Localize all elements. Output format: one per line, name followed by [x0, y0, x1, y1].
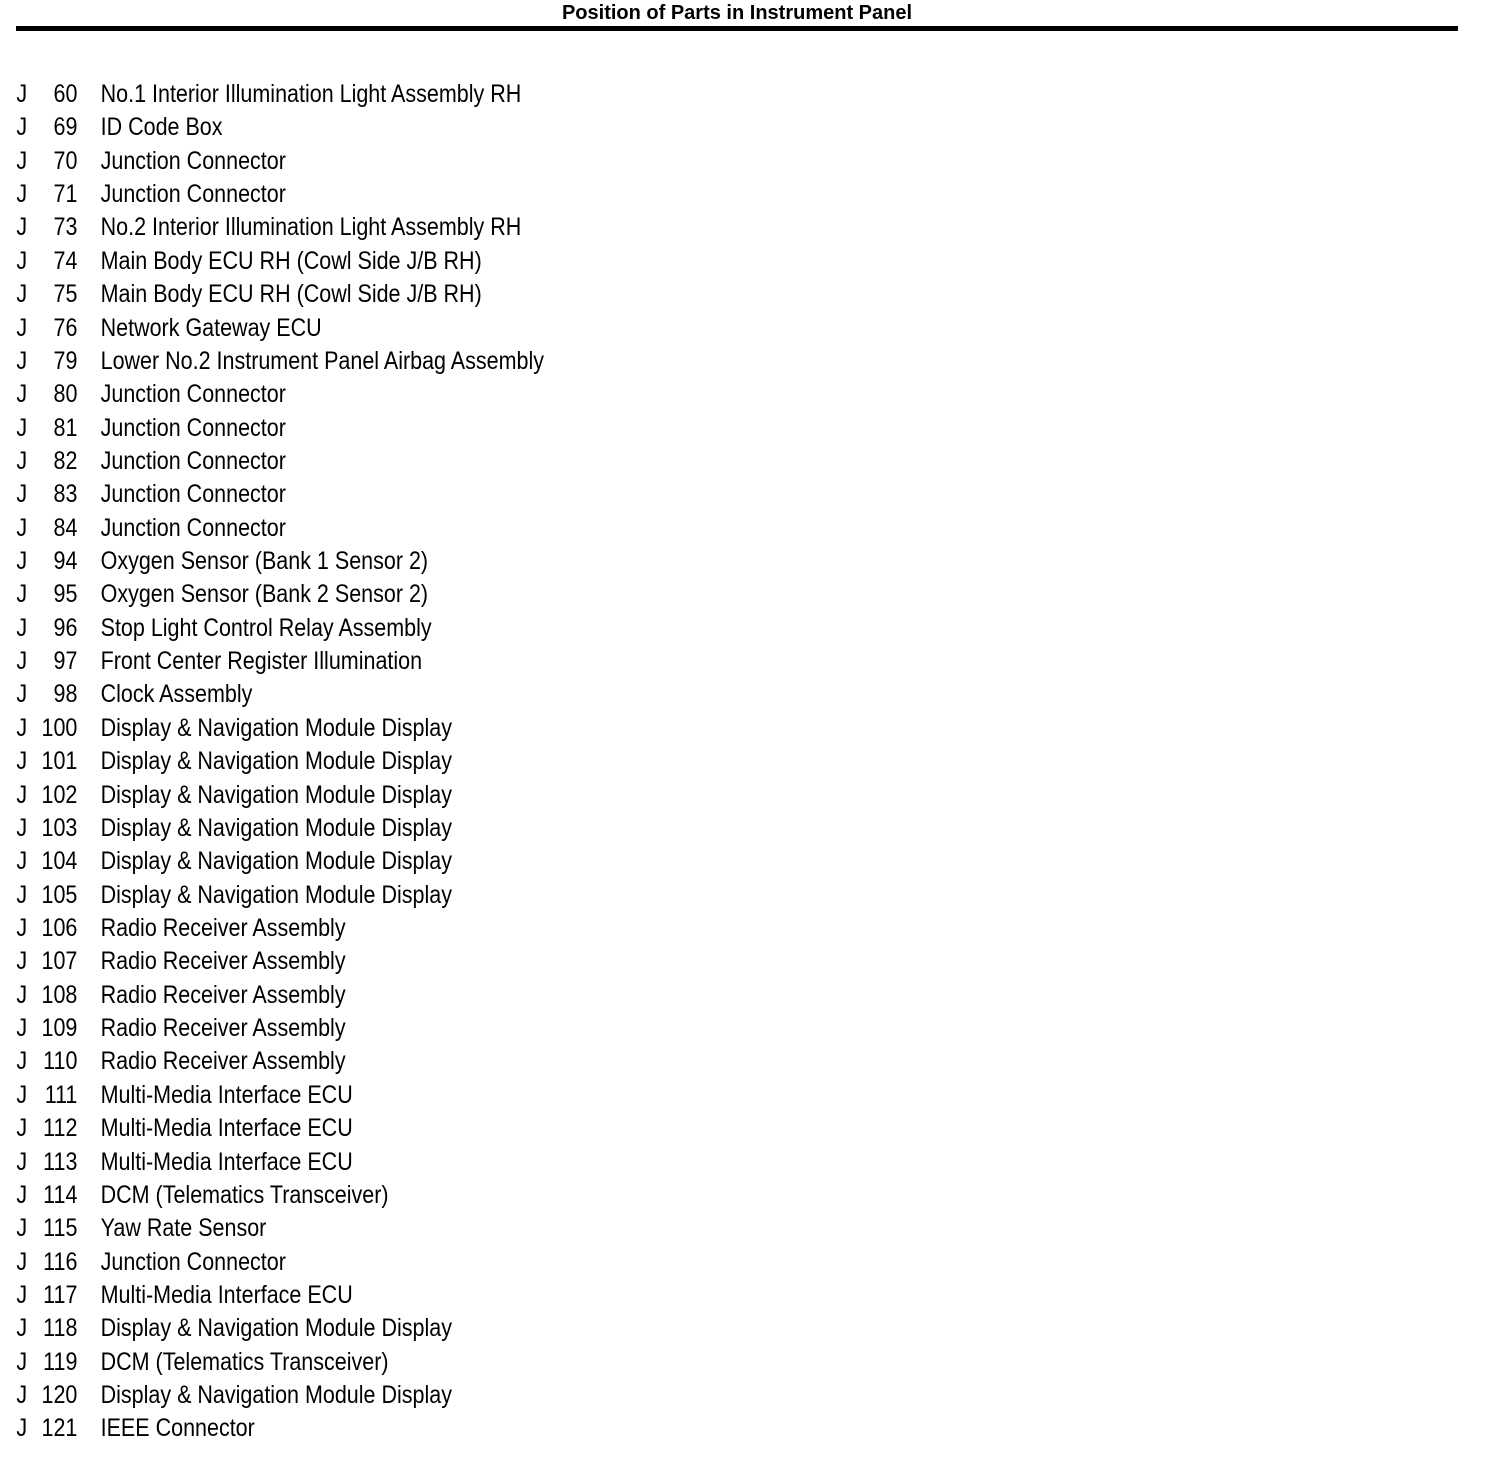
part-prefix: J [16, 980, 28, 1009]
part-prefix: J [16, 413, 28, 442]
part-name: Display & Navigation Module Display [100, 780, 452, 809]
part-name: No.2 Interior Illumination Light Assembly RH [100, 213, 522, 242]
part-name: Multi-Media Interface ECU [100, 1114, 353, 1143]
part-name: Clock Assembly [100, 680, 253, 709]
list-item [0, 1346, 774, 1379]
list-item [0, 1279, 774, 1312]
part-number: 113 [43, 1147, 78, 1176]
list-item [0, 278, 774, 311]
part-name: Display & Navigation Module Display [100, 747, 452, 776]
title-divider [16, 26, 1458, 31]
list-item [0, 1045, 774, 1078]
list-item [0, 979, 774, 1012]
part-prefix: J [16, 647, 28, 676]
list-item [0, 1246, 774, 1279]
part-prefix: J [16, 713, 28, 742]
part-name: Radio Receiver Assembly [100, 947, 346, 976]
part-prefix: J [16, 780, 28, 809]
part-name: Front Center Register Illumination [100, 647, 423, 676]
list-item [0, 1112, 774, 1145]
part-prefix: J [16, 747, 28, 776]
list-item [0, 345, 774, 378]
list-item [0, 512, 774, 545]
part-name: Multi-Media Interface ECU [100, 1147, 353, 1176]
part-prefix: J [16, 446, 28, 475]
part-number: 83 [53, 480, 78, 509]
part-name: Radio Receiver Assembly [100, 1014, 346, 1043]
list-item [0, 1079, 774, 1112]
part-prefix: J [16, 1180, 28, 1209]
part-number: 110 [43, 1047, 78, 1076]
part-number: 98 [53, 680, 78, 709]
parts-list [0, 78, 900, 1446]
part-number: 103 [41, 813, 78, 842]
list-item [0, 312, 774, 345]
list-item [0, 445, 774, 478]
part-number: 95 [53, 580, 78, 609]
part-prefix: J [16, 380, 28, 409]
part-name: Oxygen Sensor (Bank 2 Sensor 2) [100, 580, 429, 609]
part-prefix: J [16, 113, 28, 142]
part-name: Yaw Rate Sensor [100, 1214, 267, 1243]
part-name: Display & Navigation Module Display [100, 847, 452, 876]
part-prefix: J [16, 513, 28, 542]
part-name: Junction Connector [100, 480, 286, 509]
part-number: 80 [53, 380, 78, 409]
part-name: DCM (Telematics Transceiver) [100, 1347, 389, 1376]
part-name: DCM (Telematics Transceiver) [100, 1180, 389, 1209]
list-item [0, 578, 774, 611]
list-item [0, 745, 774, 778]
part-name: Lower No.2 Instrument Panel Airbag Assembly [100, 346, 544, 375]
list-item [0, 812, 774, 845]
part-number: 106 [41, 913, 78, 942]
part-name: Junction Connector [100, 1247, 286, 1276]
part-prefix: J [16, 947, 28, 976]
part-prefix: J [16, 1247, 28, 1276]
part-prefix: J [16, 1014, 28, 1043]
part-number: 101 [41, 747, 78, 776]
part-prefix: J [16, 813, 28, 842]
part-prefix: J [16, 880, 28, 909]
part-number: 109 [41, 1014, 78, 1043]
list-item [0, 845, 774, 878]
part-name: Junction Connector [100, 380, 286, 409]
part-number: 120 [41, 1381, 78, 1410]
part-prefix: J [16, 913, 28, 942]
part-prefix: J [16, 1347, 28, 1376]
part-name: Junction Connector [100, 180, 286, 209]
part-number: 119 [43, 1347, 78, 1376]
part-prefix: J [16, 1147, 28, 1176]
part-prefix: J [16, 146, 28, 175]
list-item [0, 712, 774, 745]
part-name: Junction Connector [100, 446, 286, 475]
part-name: Junction Connector [100, 513, 286, 542]
list-item [0, 1179, 774, 1212]
part-name: ID Code Box [100, 113, 223, 142]
part-number: 108 [41, 980, 78, 1009]
page-title: Position of Parts in Instrument Panel [561, 2, 913, 24]
list-item [0, 211, 774, 244]
part-number: 105 [41, 880, 78, 909]
part-prefix: J [16, 1047, 28, 1076]
part-name: Multi-Media Interface ECU [100, 1280, 353, 1309]
list-item [0, 145, 774, 178]
list-item [0, 78, 774, 111]
list-item [0, 545, 774, 578]
part-number: 107 [41, 947, 78, 976]
list-item [0, 612, 774, 645]
part-prefix: J [16, 313, 28, 342]
list-item [0, 178, 774, 211]
part-prefix: J [16, 213, 28, 242]
part-name: Multi-Media Interface ECU [100, 1080, 353, 1109]
part-prefix: J [16, 680, 28, 709]
part-name: Display & Navigation Module Display [100, 813, 452, 842]
part-name: Radio Receiver Assembly [100, 913, 346, 942]
part-number: 94 [53, 547, 78, 576]
list-item [0, 478, 774, 511]
part-name: Display & Navigation Module Display [100, 713, 452, 742]
part-name: Display & Navigation Module Display [100, 1381, 452, 1410]
list-item [0, 1146, 774, 1179]
list-item [0, 879, 774, 912]
part-prefix: J [16, 1214, 28, 1243]
part-name: Main Body ECU RH (Cowl Side J/B RH) [100, 280, 482, 309]
part-name: Display & Navigation Module Display [100, 1314, 452, 1343]
part-number: 73 [53, 213, 78, 242]
part-prefix: J [16, 1114, 28, 1143]
list-item [0, 412, 774, 445]
part-number: 79 [53, 346, 78, 375]
part-prefix: J [16, 280, 28, 309]
part-number: 81 [53, 413, 78, 442]
list-item [0, 945, 774, 978]
part-prefix: J [16, 1414, 28, 1443]
part-prefix: J [16, 847, 28, 876]
part-number: 97 [53, 647, 78, 676]
part-name: Network Gateway ECU [100, 313, 322, 342]
part-prefix: J [16, 1381, 28, 1410]
part-number: 100 [41, 713, 78, 742]
list-item [0, 111, 774, 144]
part-number: 121 [41, 1414, 78, 1443]
part-prefix: J [16, 480, 28, 509]
list-item [0, 779, 774, 812]
part-number: 74 [53, 246, 78, 275]
part-name: Junction Connector [100, 146, 286, 175]
part-name: No.1 Interior Illumination Light Assembly RH [100, 80, 522, 108]
part-prefix: J [16, 80, 28, 108]
part-number: 111 [44, 1080, 78, 1109]
list-item [0, 912, 774, 945]
part-number: 114 [43, 1180, 78, 1209]
part-number: 76 [53, 313, 78, 342]
part-number: 102 [41, 780, 78, 809]
part-number: 75 [53, 280, 78, 309]
part-prefix: J [16, 1314, 28, 1343]
part-prefix: J [16, 346, 28, 375]
list-item [0, 378, 774, 411]
part-number: 71 [53, 180, 78, 209]
part-number: 104 [41, 847, 78, 876]
list-item [0, 245, 774, 278]
list-item [0, 645, 774, 678]
part-prefix: J [16, 547, 28, 576]
part-number: 112 [43, 1114, 78, 1143]
part-name: Display & Navigation Module Display [100, 880, 452, 909]
part-name: IEEE Connector [100, 1414, 255, 1443]
part-prefix: J [16, 1280, 28, 1309]
part-name: Radio Receiver Assembly [100, 1047, 346, 1076]
part-prefix: J [16, 613, 28, 642]
part-number: 118 [43, 1314, 78, 1343]
part-name: Stop Light Control Relay Assembly [100, 613, 432, 642]
part-prefix: J [16, 246, 28, 275]
part-prefix: J [16, 180, 28, 209]
part-number: 115 [43, 1214, 78, 1243]
part-number: 96 [53, 613, 78, 642]
part-number: 117 [43, 1280, 78, 1309]
part-name: Junction Connector [100, 413, 286, 442]
part-name: Radio Receiver Assembly [100, 980, 346, 1009]
list-item [0, 1379, 774, 1412]
part-number: 69 [53, 113, 78, 142]
list-item [0, 1012, 774, 1045]
part-prefix: J [16, 580, 28, 609]
part-name: Main Body ECU RH (Cowl Side J/B RH) [100, 246, 482, 275]
list-item [0, 1312, 774, 1345]
part-number: 84 [53, 513, 78, 542]
part-number: 60 [53, 80, 78, 108]
part-number: 70 [53, 146, 78, 175]
part-name: Oxygen Sensor (Bank 1 Sensor 2) [100, 547, 429, 576]
list-item [0, 1212, 774, 1245]
list-item [0, 678, 774, 711]
part-number: 116 [43, 1247, 78, 1276]
list-item [0, 1412, 774, 1445]
part-prefix: J [16, 1080, 28, 1109]
part-number: 82 [53, 446, 78, 475]
